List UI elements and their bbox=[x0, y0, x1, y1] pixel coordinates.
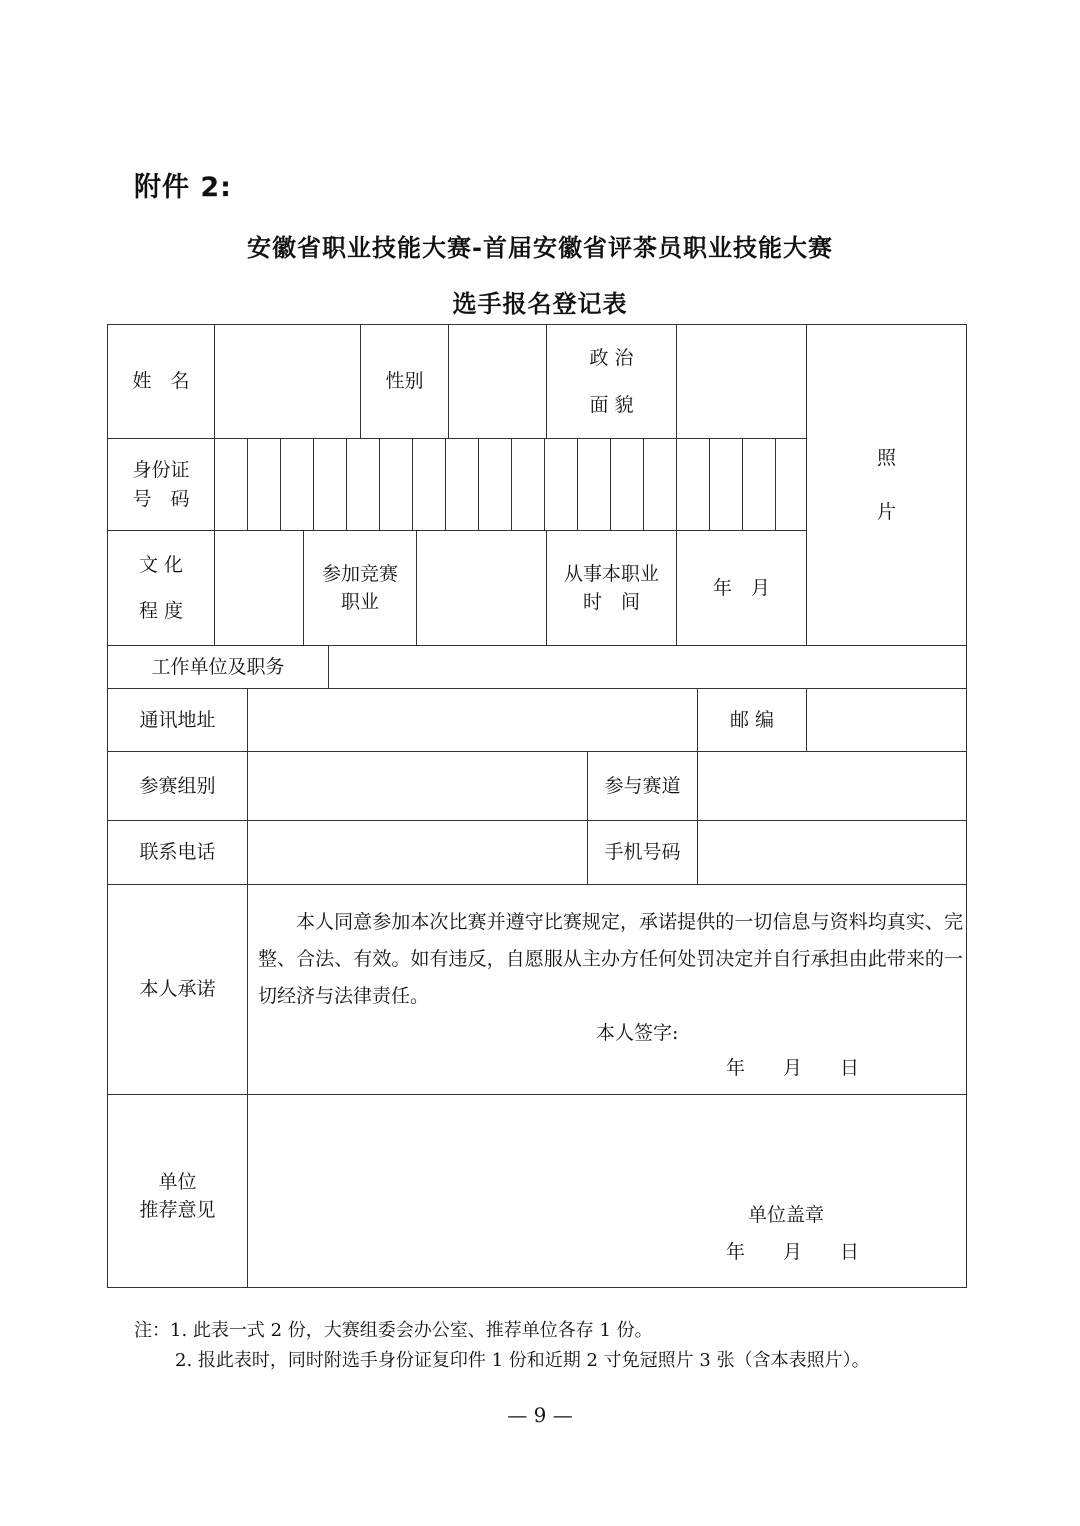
work-unit-field[interactable] bbox=[329, 646, 966, 688]
education-field[interactable] bbox=[215, 531, 303, 645]
id-digit-divider bbox=[511, 438, 512, 530]
years-in-occupation-line1: 从事本职业 bbox=[563, 562, 659, 585]
mobile-label: 手机号码 bbox=[604, 841, 681, 864]
unit-recommendation-label bbox=[108, 1095, 247, 1287]
name-field[interactable] bbox=[215, 325, 360, 438]
years-in-occupation-label bbox=[547, 531, 676, 645]
photo-label-line1: 照 bbox=[876, 446, 896, 469]
group-label: 参赛组别 bbox=[139, 774, 216, 797]
id-digit-divider bbox=[544, 438, 545, 530]
unit-date: 年 月 日 bbox=[726, 1241, 860, 1263]
id-digit-divider bbox=[280, 438, 281, 530]
id-digit-divider bbox=[643, 438, 644, 530]
unit-seal-label: 单位盖章 bbox=[748, 1204, 825, 1226]
years-in-occupation-field[interactable]: 年 月 bbox=[712, 576, 770, 599]
id-digit-divider bbox=[610, 438, 611, 530]
id-number-label bbox=[108, 439, 214, 530]
id-digit-divider bbox=[379, 438, 380, 530]
years-in-occupation-line2: 时 间 bbox=[582, 591, 640, 613]
photo-label-line2: 片 bbox=[876, 501, 896, 523]
phone-label: 联系电话 bbox=[139, 841, 216, 864]
track-field[interactable] bbox=[698, 752, 966, 820]
political-status-line2: 面 貌 bbox=[589, 393, 634, 416]
address-field[interactable] bbox=[248, 689, 697, 751]
id-digit-divider bbox=[346, 438, 347, 530]
form-title: 安徽省职业技能大赛-首届安徽省评茶员职业技能大赛 bbox=[247, 234, 833, 262]
name-label: 姓 名 bbox=[132, 370, 190, 393]
note-1: 注：1. 此表一式 2 份，大赛组委会办公室、推荐单位各存 1 份。 bbox=[134, 1320, 653, 1341]
competition-occupation-field[interactable] bbox=[417, 531, 546, 645]
group-field[interactable] bbox=[248, 752, 587, 820]
id-number-label-line1: 身份证 bbox=[132, 459, 190, 481]
political-status-line1: 政 治 bbox=[589, 347, 634, 369]
competition-occupation-line1: 参加竞赛 bbox=[321, 562, 398, 585]
education-label bbox=[108, 531, 214, 645]
id-digit-divider bbox=[577, 438, 578, 530]
work-unit-label: 工作单位及职务 bbox=[151, 655, 285, 678]
political-status-field[interactable] bbox=[677, 325, 806, 438]
postcode-field[interactable] bbox=[807, 689, 966, 751]
address-label: 通讯地址 bbox=[139, 708, 216, 731]
note-2: 2. 报此表时，同时附选手身份证复印件 1 份和近期 2 寸免冠照片 3 张（含本表照片）。 bbox=[175, 1350, 870, 1371]
unit-recommendation-line1: 单位 bbox=[158, 1170, 197, 1193]
id-digit-divider bbox=[775, 438, 776, 530]
page-number: — 9 — bbox=[507, 1403, 573, 1427]
track-label: 参与赛道 bbox=[604, 774, 681, 797]
id-digit-divider bbox=[445, 438, 446, 530]
attachment-label: 附件 2: bbox=[134, 172, 232, 203]
unit-recommendation-line2: 推荐意见 bbox=[139, 1199, 216, 1221]
id-digit-divider bbox=[313, 438, 314, 530]
gender-field[interactable] bbox=[449, 325, 546, 438]
id-digit-divider bbox=[478, 438, 479, 530]
education-label-line1: 文 化 bbox=[138, 553, 184, 576]
pledge-text: 本人同意参加本次比赛并遵守比赛规定，承诺提供的一切信息与资料均真实、完整、合法、有效。如有违反，自愿服从主办方任何处罚决定并自行承担由此带来的一切经济与法律责任。 bbox=[258, 911, 963, 1007]
gender-label: 性别 bbox=[385, 370, 424, 393]
phone-field[interactable] bbox=[248, 821, 587, 884]
id-digit-divider bbox=[709, 438, 710, 530]
id-number-label-line2: 号 码 bbox=[132, 487, 190, 510]
competition-occupation-line2: 职业 bbox=[340, 591, 379, 613]
pledge-text-block bbox=[258, 904, 963, 1015]
signature-label: 本人签字: bbox=[596, 1022, 679, 1044]
form-subtitle: 选手报名登记表 bbox=[452, 290, 628, 318]
pledge-date: 年 月 日 bbox=[726, 1057, 860, 1079]
id-digit-divider bbox=[742, 438, 743, 530]
political-status-label bbox=[547, 325, 676, 438]
id-digit-divider bbox=[247, 438, 248, 530]
mobile-field[interactable] bbox=[698, 821, 966, 884]
education-label-line2: 程 度 bbox=[138, 600, 184, 622]
postcode-label: 邮 编 bbox=[729, 708, 775, 731]
pledge-label: 本人承诺 bbox=[139, 978, 216, 1001]
id-digit-divider bbox=[412, 438, 413, 530]
competition-occupation-label bbox=[304, 531, 416, 645]
id-digit-divider bbox=[676, 438, 677, 530]
photo-box[interactable] bbox=[807, 325, 966, 645]
